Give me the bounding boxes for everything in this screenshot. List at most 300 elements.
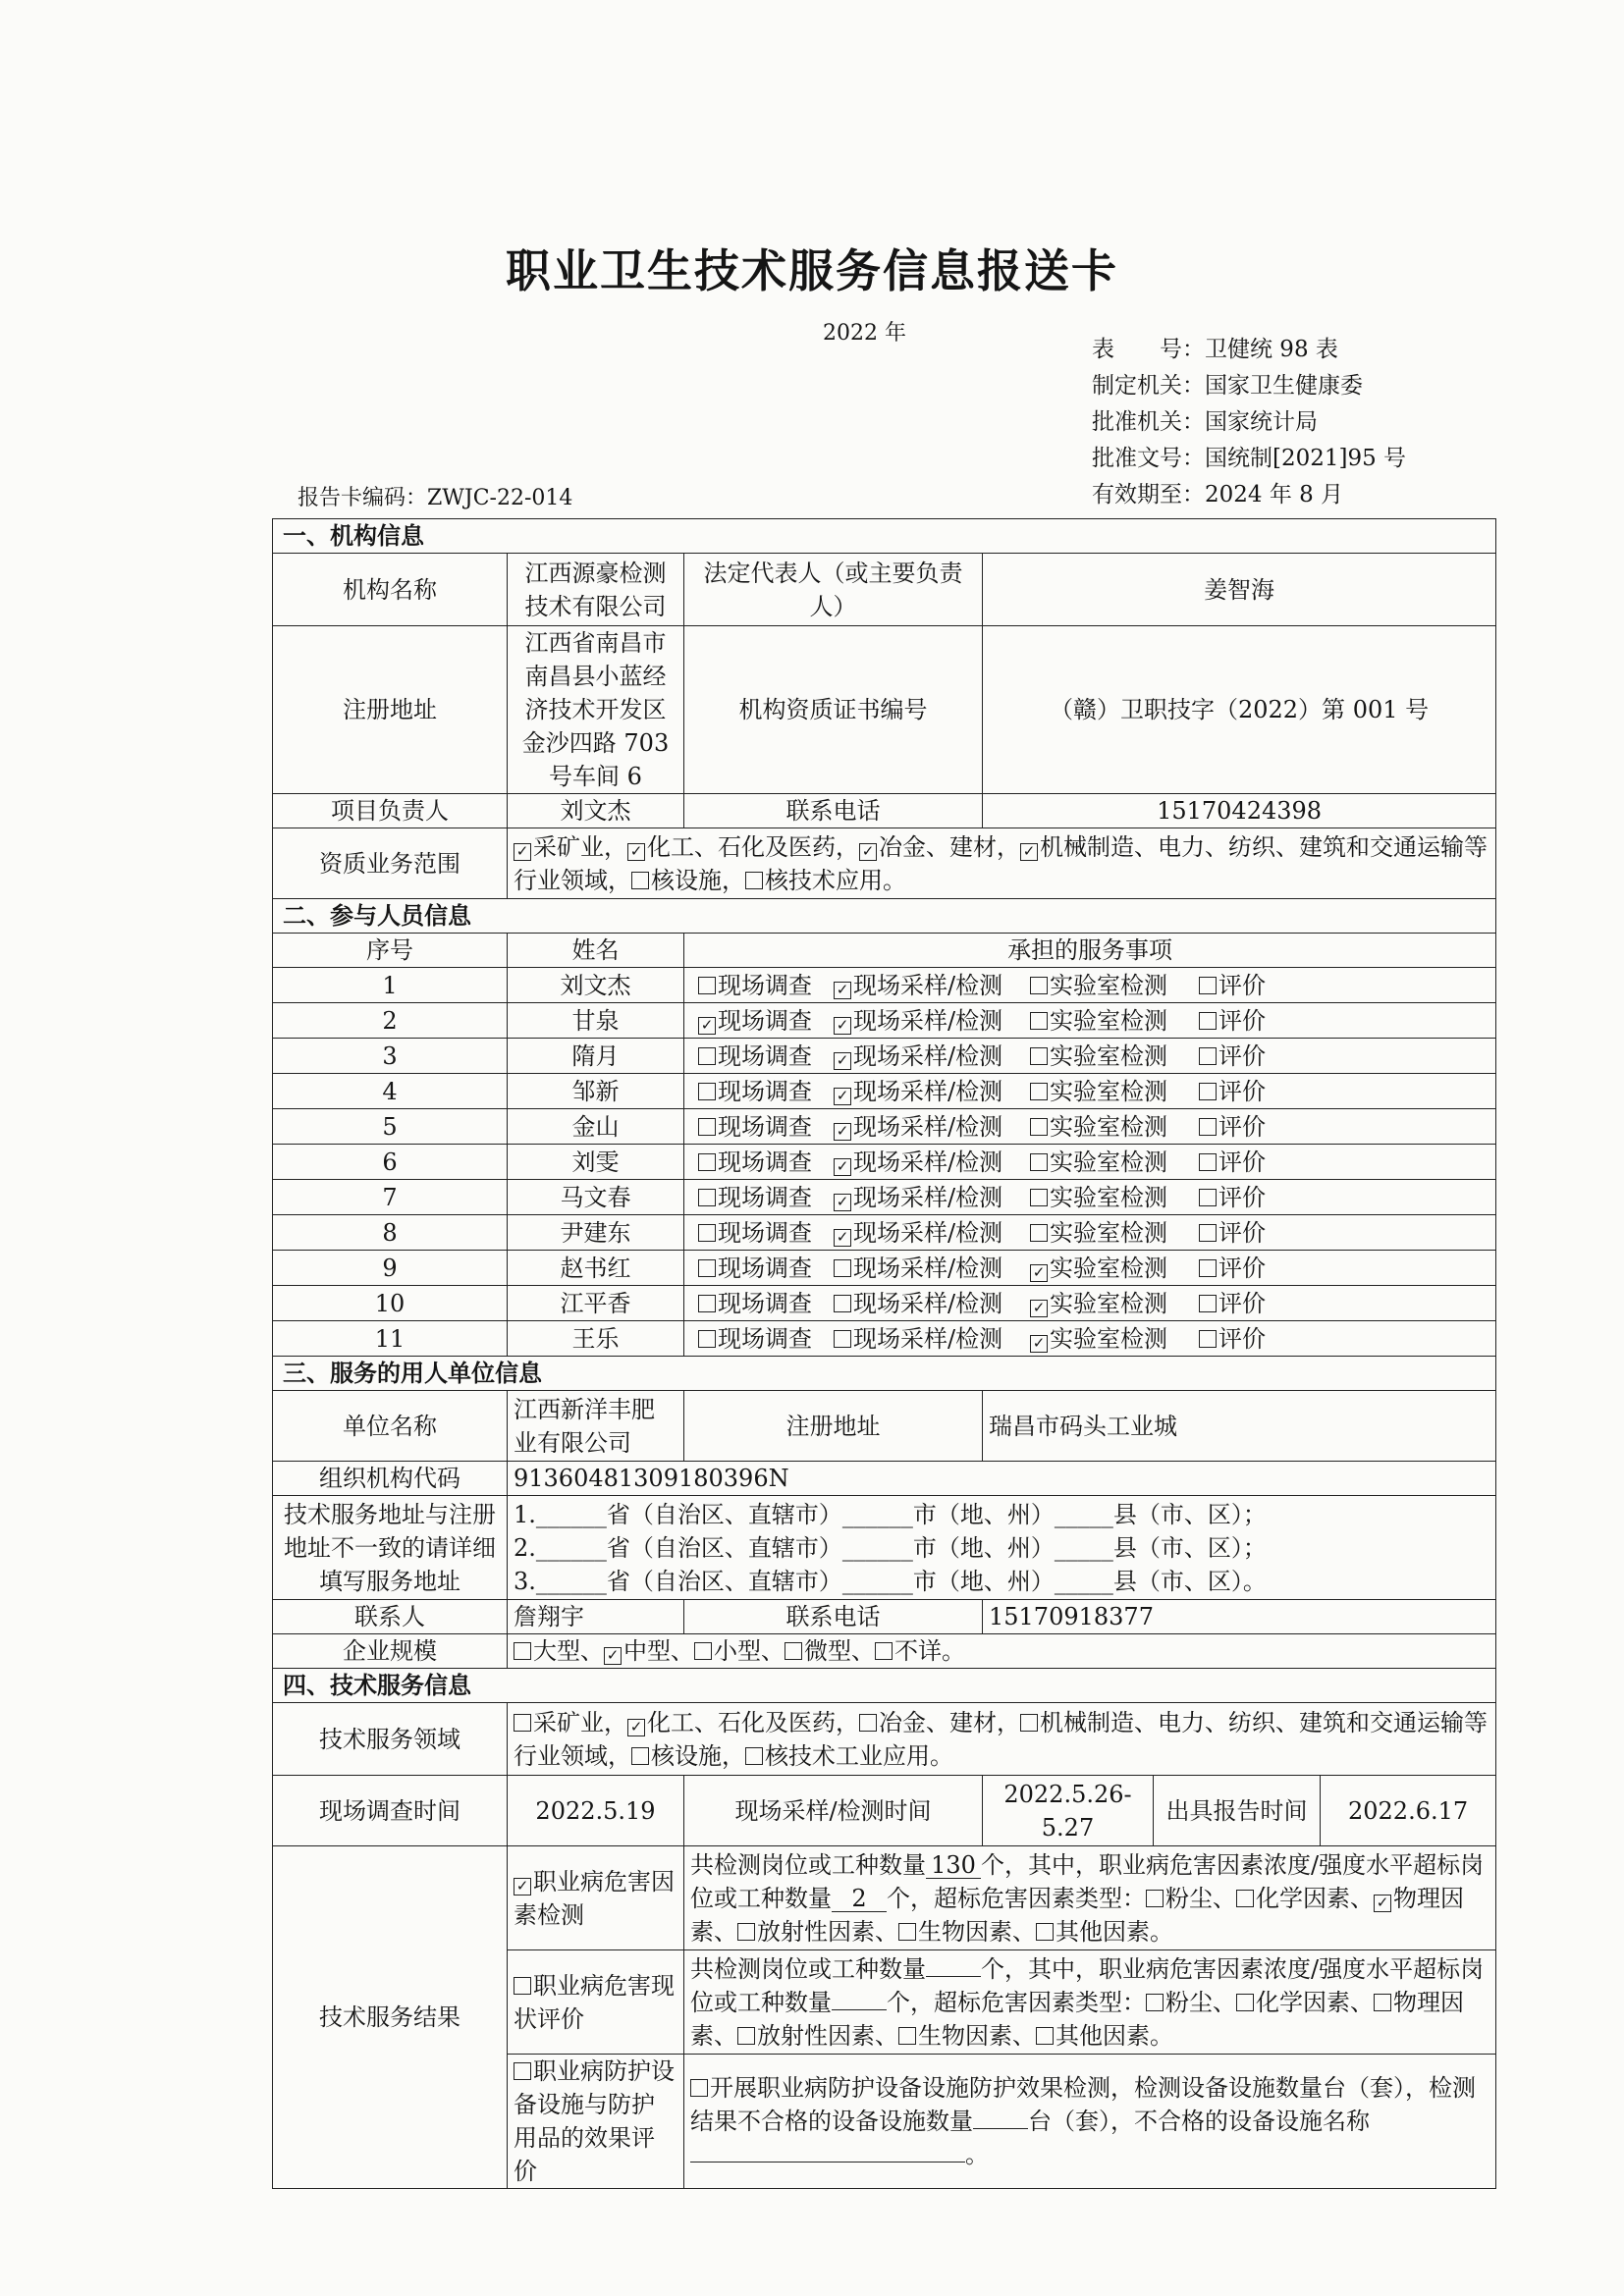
service-label: 现场调查 bbox=[718, 1006, 812, 1035]
cert-label: 机构资质证书编号 bbox=[684, 626, 983, 794]
svc-addr-line[interactable]: 2.______省（自治区、直辖市）______市（地、州）_____县（市、区）； bbox=[514, 1533, 1267, 1562]
result-detect bbox=[508, 1846, 684, 1950]
page-title: 职业卫生技术服务信息报送卡 bbox=[506, 244, 1118, 297]
service-label: 实验室检测 bbox=[1050, 1077, 1167, 1105]
address: 江西省南昌市南昌县小蓝经济技术开发区金沙四路 703 号车间 6 bbox=[508, 626, 684, 794]
service-label: 实验室检测 bbox=[1050, 1324, 1167, 1353]
service-label: 现场调查 bbox=[718, 1218, 812, 1247]
option-label: 放射性因素、 bbox=[757, 1917, 898, 1946]
person-name: 尹建东 bbox=[508, 1215, 684, 1251]
checkbox[interactable] bbox=[834, 1330, 851, 1348]
result-protect bbox=[508, 2055, 684, 2189]
org-name: 江西源豪检测技术有限公司 bbox=[508, 554, 684, 626]
report-date: 2022.6.17 bbox=[1321, 1776, 1496, 1846]
contact-label: 联系人 bbox=[273, 1600, 508, 1634]
option-label: 大型、 bbox=[533, 1637, 604, 1665]
person-no: 1 bbox=[273, 968, 508, 1003]
option-label: 生物因素、 bbox=[918, 1917, 1036, 1946]
checkbox[interactable] bbox=[1030, 1153, 1048, 1171]
legal-rep-label: 法定代表人（或主要负责人） bbox=[684, 554, 983, 626]
person-name: 刘文杰 bbox=[508, 968, 684, 1003]
checkbox[interactable] bbox=[694, 1642, 712, 1660]
service-label: 现场调查 bbox=[718, 1324, 812, 1353]
service-option bbox=[834, 1181, 1030, 1214]
person-no: 10 bbox=[273, 1286, 508, 1321]
checkbox[interactable] bbox=[631, 872, 649, 889]
service-option bbox=[698, 1252, 834, 1285]
service-label: 评价 bbox=[1218, 1148, 1266, 1176]
checkbox[interactable] bbox=[1199, 1189, 1217, 1206]
option-label: 中型、 bbox=[623, 1637, 694, 1665]
checkbox[interactable] bbox=[698, 1047, 716, 1065]
meta-line: 批准文号：国统制[2021]95 号 bbox=[1092, 446, 1407, 471]
checkbox[interactable] bbox=[1199, 1012, 1217, 1030]
service-label: 实验室检测 bbox=[1050, 1041, 1167, 1070]
text: 。 bbox=[965, 2141, 989, 2168]
service-label: 现场采样/检测 bbox=[853, 1006, 1003, 1035]
unit-addr-label: 注册地址 bbox=[684, 1391, 983, 1462]
checkbox[interactable] bbox=[1199, 1259, 1217, 1277]
service-option bbox=[1030, 1287, 1199, 1320]
text: 台（套），检测结果不合格的设备设施数量 bbox=[690, 2074, 1476, 2135]
text: 共检测岗位或工种数量 bbox=[690, 1954, 926, 1983]
over-field[interactable]: 2 bbox=[832, 1886, 887, 1912]
service-label: 评价 bbox=[1218, 1254, 1266, 1282]
service-label: 现场调查 bbox=[718, 1183, 812, 1211]
checkbox[interactable] bbox=[1374, 1994, 1391, 2011]
person-services bbox=[684, 968, 1496, 1003]
service-option bbox=[1199, 1181, 1307, 1214]
service-label: 现场调查 bbox=[718, 1112, 812, 1141]
legal-rep: 姜智海 bbox=[983, 554, 1496, 626]
service-option bbox=[698, 1287, 834, 1320]
report-year: 2022 年 bbox=[823, 321, 906, 346]
checkbox[interactable] bbox=[698, 1083, 716, 1100]
checkbox[interactable] bbox=[1030, 1047, 1048, 1065]
org-code: 91360481309180396N bbox=[508, 1462, 1496, 1496]
checkbox[interactable] bbox=[1030, 1083, 1048, 1100]
service-label: 现场采样/检测 bbox=[853, 1112, 1003, 1141]
checkbox[interactable] bbox=[875, 1642, 893, 1660]
person-name: 金山 bbox=[508, 1109, 684, 1145]
checkbox[interactable] bbox=[898, 1923, 916, 1941]
service-option bbox=[834, 1075, 1030, 1108]
service-label: 评价 bbox=[1218, 1324, 1266, 1353]
service-option bbox=[1199, 1146, 1307, 1179]
text: 共检测岗位或工种数量 bbox=[690, 1850, 926, 1879]
option-label: 物理因素、 bbox=[690, 1988, 1464, 2050]
count-field[interactable]: 130 bbox=[926, 1852, 981, 1879]
size-label: 企业规模 bbox=[273, 1634, 508, 1669]
checkbox[interactable] bbox=[1199, 1295, 1217, 1312]
checkbox[interactable] bbox=[514, 1642, 531, 1660]
person-no: 9 bbox=[273, 1251, 508, 1286]
option-label: 微型、 bbox=[804, 1637, 875, 1665]
service-label: 现场调查 bbox=[718, 1041, 812, 1070]
service-label: 实验室检测 bbox=[1050, 1254, 1167, 1282]
checkbox[interactable]: ✓ bbox=[627, 843, 645, 861]
checkbox[interactable] bbox=[698, 1153, 716, 1171]
option-label: 粉尘、 bbox=[1165, 1988, 1236, 2016]
checkbox[interactable]: ✓ bbox=[834, 982, 851, 999]
person-name: 赵书红 bbox=[508, 1251, 684, 1286]
service-option bbox=[1199, 1075, 1307, 1108]
checkbox[interactable] bbox=[1236, 1994, 1254, 2011]
checkbox[interactable] bbox=[1199, 977, 1217, 994]
result-detect-label: 职业病危害因素检测 bbox=[514, 1867, 675, 1929]
checkbox[interactable] bbox=[1199, 1047, 1217, 1065]
option-label: 核设施， bbox=[651, 866, 745, 894]
service-option bbox=[1199, 1322, 1307, 1356]
service-label: 评价 bbox=[1218, 1218, 1266, 1247]
service-label: 现场采样/检测 bbox=[853, 1218, 1003, 1247]
result-evaluate-label: 职业病危害现状评价 bbox=[514, 1971, 675, 2033]
service-option bbox=[834, 1216, 1030, 1250]
checkbox[interactable] bbox=[698, 977, 716, 994]
checkbox[interactable] bbox=[1146, 1890, 1164, 1907]
service-option bbox=[698, 1110, 834, 1144]
checkbox[interactable] bbox=[698, 1295, 716, 1312]
text: 个，其中，职业病危害因素浓度/强度水平超标岗位或工种数量 bbox=[690, 1850, 1485, 1912]
service-option bbox=[698, 1040, 834, 1073]
checkbox[interactable]: ✓ bbox=[514, 843, 531, 861]
service-option bbox=[1030, 1040, 1199, 1073]
person-name: 王乐 bbox=[508, 1321, 684, 1357]
survey-label: 现场调查时间 bbox=[273, 1776, 508, 1846]
service-option bbox=[834, 1322, 1030, 1356]
checkbox[interactable]: ✓ bbox=[514, 1878, 531, 1896]
person-name: 刘雯 bbox=[508, 1145, 684, 1180]
option-label: 不详。 bbox=[894, 1637, 965, 1665]
service-option bbox=[1199, 969, 1307, 1002]
section-title: 三、服务的用人单位信息 bbox=[273, 1357, 1496, 1391]
service-option bbox=[1199, 1040, 1307, 1073]
service-option bbox=[1030, 1181, 1199, 1214]
unit-label: 单位名称 bbox=[273, 1391, 508, 1462]
result-protect-label: 职业病防护设备设施与防护用品的效果评价 bbox=[514, 2057, 675, 2185]
service-label: 评价 bbox=[1218, 971, 1266, 999]
person-no: 8 bbox=[273, 1215, 508, 1251]
checkbox[interactable] bbox=[1146, 1994, 1164, 2011]
option-label: 物理因素、 bbox=[690, 1884, 1464, 1946]
option-label: 化工、石化及医药， bbox=[647, 832, 859, 861]
checkbox[interactable]: ✓ bbox=[1020, 843, 1038, 861]
option-label: 冶金、建材， bbox=[879, 832, 1020, 861]
section-title: 二、参与人员信息 bbox=[273, 899, 1496, 934]
person-no: 5 bbox=[273, 1109, 508, 1145]
checkbox[interactable] bbox=[898, 2027, 916, 2045]
service-option bbox=[834, 1146, 1030, 1179]
count-field[interactable] bbox=[926, 1976, 981, 1977]
service-option bbox=[1030, 1146, 1199, 1179]
checkbox[interactable] bbox=[1199, 1118, 1217, 1136]
field-label: 技术服务领域 bbox=[273, 1703, 508, 1776]
col-header-service: 承担的服务事项 bbox=[684, 934, 1496, 968]
service-label: 现场调查 bbox=[718, 1289, 812, 1317]
checkbox[interactable] bbox=[698, 1224, 716, 1242]
text: 个，超标危害因素类型： bbox=[887, 1988, 1146, 2016]
person-no: 11 bbox=[273, 1321, 508, 1357]
checkbox[interactable] bbox=[698, 1118, 716, 1136]
option-label: 冶金、建材， bbox=[879, 1708, 1020, 1736]
fail-name-field[interactable] bbox=[690, 2162, 965, 2163]
checkbox[interactable] bbox=[690, 2079, 708, 2097]
phone: 15170424398 bbox=[983, 794, 1496, 828]
section-title: 一、机构信息 bbox=[273, 519, 1496, 554]
checkbox[interactable] bbox=[785, 1642, 802, 1660]
checkbox[interactable] bbox=[1199, 1330, 1217, 1348]
meta-line: 制定机关：国家卫生健康委 bbox=[1092, 373, 1363, 399]
service-label: 现场采样/检测 bbox=[853, 1077, 1003, 1105]
result-detect-detail bbox=[684, 1846, 1496, 1950]
checkbox[interactable] bbox=[1030, 1224, 1048, 1242]
checkbox[interactable] bbox=[745, 1747, 763, 1765]
service-label: 实验室检测 bbox=[1050, 971, 1167, 999]
option-label: 化学因素、 bbox=[1256, 1988, 1374, 2016]
option-label: 采矿业， bbox=[533, 832, 627, 861]
option-label: 核技术应用。 bbox=[765, 866, 906, 894]
service-label: 现场调查 bbox=[718, 1077, 812, 1105]
checkbox[interactable] bbox=[1236, 1890, 1254, 1907]
checkbox[interactable]: ✓ bbox=[627, 1719, 645, 1736]
person-no: 6 bbox=[273, 1145, 508, 1180]
checkbox[interactable] bbox=[1030, 1118, 1048, 1136]
checkbox[interactable] bbox=[1036, 2027, 1054, 2045]
checkbox[interactable] bbox=[1199, 1153, 1217, 1171]
person-no: 3 bbox=[273, 1039, 508, 1074]
service-option bbox=[1030, 1004, 1199, 1038]
service-option bbox=[834, 1110, 1030, 1144]
contact: 詹翔宇 bbox=[508, 1600, 684, 1634]
svc-addr-lines bbox=[508, 1496, 1496, 1600]
person-no: 4 bbox=[273, 1074, 508, 1109]
service-label: 现场采样/检测 bbox=[853, 1254, 1003, 1282]
checkbox[interactable] bbox=[745, 872, 763, 889]
checkbox[interactable]: ✓ bbox=[1030, 1264, 1048, 1282]
person-name: 江平香 bbox=[508, 1286, 684, 1321]
service-option bbox=[1199, 1287, 1307, 1320]
checkbox[interactable] bbox=[1199, 1083, 1217, 1100]
checkbox[interactable]: ✓ bbox=[604, 1647, 622, 1665]
result-evaluate bbox=[508, 1950, 684, 2055]
checkbox[interactable] bbox=[737, 1923, 755, 1941]
checkbox[interactable] bbox=[514, 2062, 531, 2080]
pm: 刘文杰 bbox=[508, 794, 684, 828]
scope-options bbox=[508, 828, 1496, 899]
result-evaluate-detail bbox=[684, 1950, 1496, 2055]
person-name: 邹新 bbox=[508, 1074, 684, 1109]
service-label: 评价 bbox=[1218, 1077, 1266, 1105]
person-no: 7 bbox=[273, 1180, 508, 1215]
org-name-label: 机构名称 bbox=[273, 554, 508, 626]
service-option bbox=[1030, 1110, 1199, 1144]
service-option bbox=[1030, 969, 1199, 1002]
service-label: 评价 bbox=[1218, 1112, 1266, 1141]
sampling-date: 2022.5.26-5.27 bbox=[983, 1776, 1154, 1846]
unit-name: 江西新洋丰肥业有限公司 bbox=[508, 1391, 684, 1462]
contact-phone: 15170918377 bbox=[983, 1600, 1496, 1634]
checkbox[interactable] bbox=[1030, 977, 1048, 994]
service-option bbox=[1030, 1322, 1199, 1356]
checkbox[interactable] bbox=[1036, 1923, 1054, 1941]
service-option bbox=[834, 1287, 1030, 1320]
report-form bbox=[272, 518, 1496, 2189]
checkbox[interactable] bbox=[514, 1714, 531, 1732]
service-option bbox=[834, 969, 1030, 1002]
service-option bbox=[834, 1004, 1030, 1038]
service-option bbox=[698, 1146, 834, 1179]
sampling-label: 现场采样/检测时间 bbox=[684, 1776, 983, 1846]
size-options bbox=[508, 1634, 1496, 1669]
checkbox[interactable]: ✓ bbox=[859, 843, 877, 861]
cert-number: （赣）卫职技字（2022）第 001 号 bbox=[983, 626, 1496, 794]
option-label: 放射性因素、 bbox=[757, 2021, 898, 2050]
checkbox[interactable]: ✓ bbox=[834, 1123, 851, 1141]
service-label: 现场调查 bbox=[718, 1148, 812, 1176]
person-services bbox=[684, 1109, 1496, 1145]
col-header-no: 序号 bbox=[273, 934, 508, 968]
person-services bbox=[684, 1251, 1496, 1286]
option-label: 其他因素。 bbox=[1056, 2021, 1173, 2050]
pm-label: 项目负责人 bbox=[273, 794, 508, 828]
checkbox[interactable]: ✓ bbox=[834, 1158, 851, 1176]
checkbox[interactable] bbox=[737, 2027, 755, 2045]
service-label: 现场采样/检测 bbox=[853, 1148, 1003, 1176]
org-code-label: 组织机构代码 bbox=[273, 1462, 508, 1496]
checkbox[interactable] bbox=[631, 1747, 649, 1765]
option-label: 采矿业， bbox=[533, 1708, 627, 1736]
person-name: 隋月 bbox=[508, 1039, 684, 1074]
service-option bbox=[1030, 1075, 1199, 1108]
service-label: 现场采样/检测 bbox=[853, 1324, 1003, 1353]
option-label: 生物因素、 bbox=[918, 2021, 1036, 2050]
service-option bbox=[1199, 1216, 1307, 1250]
person-services bbox=[684, 1321, 1496, 1357]
service-option bbox=[834, 1252, 1030, 1285]
service-option bbox=[834, 1040, 1030, 1073]
checkbox[interactable]: ✓ bbox=[1030, 1335, 1048, 1353]
service-label: 实验室检测 bbox=[1050, 1148, 1167, 1176]
person-services bbox=[684, 1074, 1496, 1109]
service-label: 现场采样/检测 bbox=[853, 1041, 1003, 1070]
service-label: 评价 bbox=[1218, 1183, 1266, 1211]
checkbox[interactable] bbox=[834, 1295, 851, 1312]
person-services bbox=[684, 1286, 1496, 1321]
person-services bbox=[684, 1215, 1496, 1251]
phone-label: 联系电话 bbox=[684, 794, 983, 828]
service-option bbox=[1199, 1252, 1307, 1285]
service-label: 评价 bbox=[1218, 1041, 1266, 1070]
checkbox[interactable]: ✓ bbox=[1030, 1300, 1048, 1317]
person-services bbox=[684, 1180, 1496, 1215]
svc-addr-label: 技术服务地址与注册地址不一致的请详细填写服务地址 bbox=[273, 1496, 508, 1600]
checkbox[interactable] bbox=[834, 1259, 851, 1277]
checkbox[interactable]: ✓ bbox=[698, 1017, 716, 1035]
checkbox[interactable] bbox=[859, 1714, 877, 1732]
service-option bbox=[1199, 1110, 1307, 1144]
form-meta bbox=[1092, 332, 1406, 513]
svc-addr-line[interactable]: 1.______省（自治区、直辖市）______市（地、州）_____县（市、区）； bbox=[514, 1500, 1267, 1528]
text: 个，超标危害因素类型： bbox=[887, 1884, 1146, 1912]
person-name: 马文春 bbox=[508, 1180, 684, 1215]
service-label: 现场采样/检测 bbox=[853, 1289, 1003, 1317]
option-label: 机械制造、电力、纺织、建筑和交通运输等行业领域， bbox=[514, 1708, 1488, 1770]
svc-addr-line[interactable]: 3.______省（自治区、直辖市）______市（地、州）_____县（市、区）。 bbox=[514, 1567, 1267, 1595]
checkbox[interactable] bbox=[698, 1259, 716, 1277]
service-label: 实验室检测 bbox=[1050, 1183, 1167, 1211]
over-field[interactable] bbox=[832, 2009, 887, 2010]
fail-count-field[interactable] bbox=[973, 2128, 1028, 2129]
service-label: 实验室检测 bbox=[1050, 1289, 1167, 1317]
report-code: 报告卡编码：ZWJC-22-014 bbox=[298, 486, 573, 510]
service-label: 评价 bbox=[1218, 1006, 1266, 1035]
option-label: 机械制造、电力、纺织、建筑和交通运输等行业领域， bbox=[514, 832, 1488, 894]
checkbox[interactable]: ✓ bbox=[834, 1229, 851, 1247]
checkbox[interactable] bbox=[1020, 1714, 1038, 1732]
col-header-name: 姓名 bbox=[508, 934, 684, 968]
meta-line: 有效期至：2024 年 8 月 bbox=[1092, 482, 1344, 507]
checkbox[interactable] bbox=[1199, 1224, 1217, 1242]
report-label: 出具报告时间 bbox=[1154, 1776, 1321, 1846]
checkbox[interactable]: ✓ bbox=[1374, 1895, 1391, 1912]
meta-line: 表 号：卫健统 98 表 bbox=[1092, 337, 1338, 362]
service-label: 实验室检测 bbox=[1050, 1218, 1167, 1247]
address-label: 注册地址 bbox=[273, 626, 508, 794]
service-option bbox=[1030, 1252, 1199, 1285]
contact-phone-label: 联系电话 bbox=[684, 1600, 983, 1634]
service-label: 现场调查 bbox=[718, 971, 812, 999]
service-option bbox=[1030, 1216, 1199, 1250]
person-name: 甘泉 bbox=[508, 1003, 684, 1039]
service-label: 现场调查 bbox=[718, 1254, 812, 1282]
checkbox[interactable] bbox=[698, 1189, 716, 1206]
service-option bbox=[1199, 1004, 1307, 1038]
person-services bbox=[684, 1039, 1496, 1074]
service-label: 实验室检测 bbox=[1050, 1112, 1167, 1141]
field-options bbox=[508, 1703, 1496, 1776]
checkbox[interactable] bbox=[1030, 1189, 1048, 1206]
service-label: 现场采样/检测 bbox=[853, 1183, 1003, 1211]
option-label: 粉尘、 bbox=[1165, 1884, 1236, 1912]
meta-line: 批准机关：国家统计局 bbox=[1092, 409, 1318, 435]
option-label: 化学因素、 bbox=[1256, 1884, 1374, 1912]
unit-addr: 瑞昌市码头工业城 bbox=[983, 1391, 1496, 1462]
person-services bbox=[684, 1145, 1496, 1180]
service-option bbox=[698, 969, 834, 1002]
service-option bbox=[698, 1322, 834, 1356]
checkbox[interactable]: ✓ bbox=[834, 1017, 851, 1035]
survey-date: 2022.5.19 bbox=[508, 1776, 684, 1846]
checkbox[interactable] bbox=[698, 1330, 716, 1348]
text: 开展职业病防护设备设施防护效果检测，检测设备设施数量 bbox=[710, 2074, 1323, 2102]
checkbox[interactable]: ✓ bbox=[834, 1088, 851, 1105]
checkbox[interactable] bbox=[514, 1977, 531, 1995]
service-label: 实验室检测 bbox=[1050, 1006, 1167, 1035]
checkbox[interactable]: ✓ bbox=[834, 1052, 851, 1070]
option-label: 小型、 bbox=[714, 1637, 785, 1665]
scope-label: 资质业务范围 bbox=[273, 828, 508, 899]
service-option bbox=[698, 1216, 834, 1250]
person-no: 2 bbox=[273, 1003, 508, 1039]
checkbox[interactable]: ✓ bbox=[834, 1194, 851, 1211]
text: 个，其中，职业病危害因素浓度/强度水平超标岗位或工种数量 bbox=[690, 1954, 1485, 2016]
option-label: 化工、石化及医药， bbox=[647, 1708, 859, 1736]
option-label: 核技术工业应用。 bbox=[765, 1741, 953, 1770]
service-option bbox=[698, 1181, 834, 1214]
text: 台（套），不合格的设备设施名称 bbox=[1028, 2108, 1370, 2135]
checkbox[interactable] bbox=[1030, 1012, 1048, 1030]
person-services bbox=[684, 1003, 1496, 1039]
